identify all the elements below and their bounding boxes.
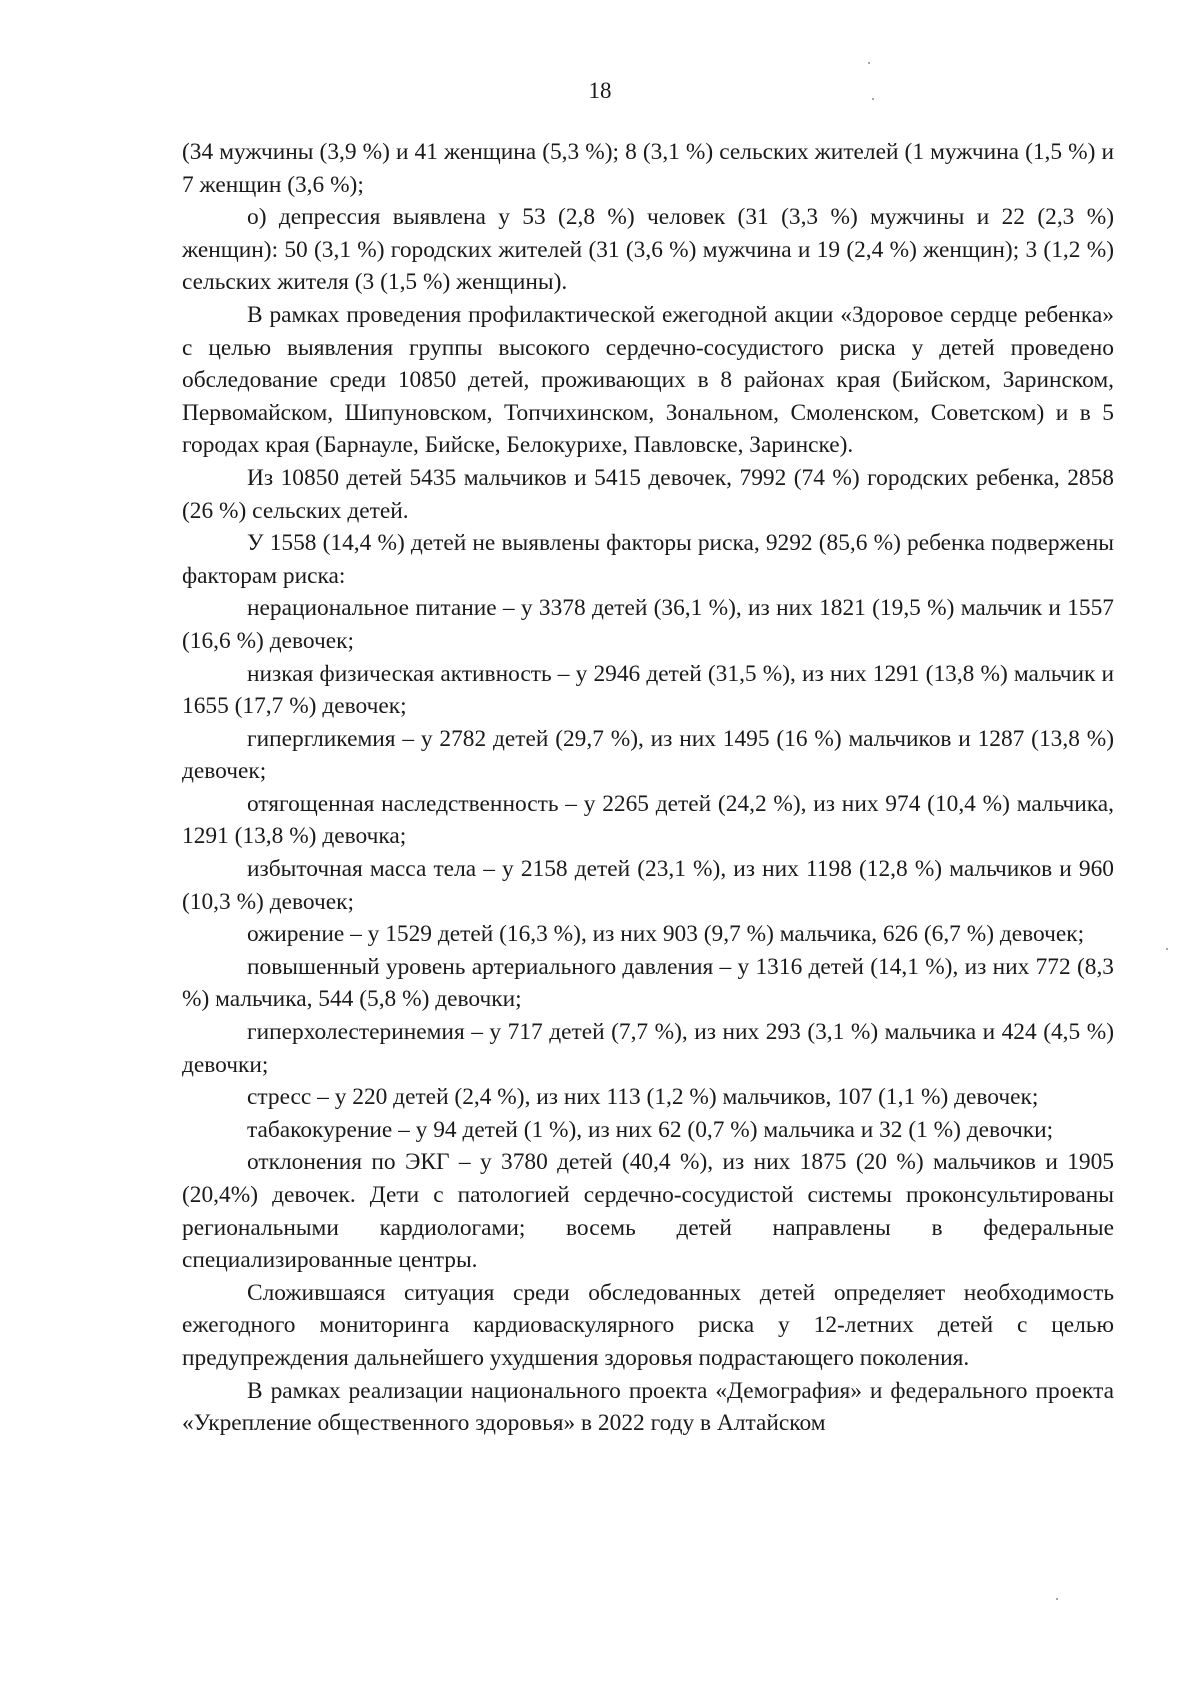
list-item: ожирение – у 1529 детей (16,3 %), из них 903 (9,7 %) мальчика, 626 (6,7 %) девочек;: [247, 921, 1085, 948]
list-item: повышенный уровень артериального давления – у 1316 детей (14,1 %), из них 772 (8,3 %) мальчика, 544 (5,8 %) девочки;: [182, 953, 1114, 1013]
list-item: отклонения по ЭКГ – у 3780 детей (40,4 %), из них 1875 (20 %) мальчиков и 1905 (20,4%) девочек. Дети с патологией сердечно-сосудистой системы проконсультированы региональными кардиологами; восемь детей направлены в федеральные специализированные центры.: [182, 1149, 1114, 1274]
paragraph: Из 10850 детей 5435 мальчиков и 5415 девочек, 7992 (74 %) городских ребенка, 2858 (26 %) сельских детей.: [182, 464, 1114, 524]
scan-speck: [1056, 1598, 1058, 1600]
list-item: табакокурение – у 94 детей (1 %), из них 62 (0,7 %) мальчика и 32 (1 %) девочки;: [247, 1116, 1054, 1143]
document-body: [182, 136, 1114, 1440]
list-item: гиперхолестеринемия – у 717 детей (7,7 %), из них 293 (3,1 %) мальчика и 424 (4,5 %) девочки;: [182, 1019, 1114, 1078]
paragraph: В рамках проведения профилактической ежегодной акции «Здоровое сердце ребенка» с целью выявления группы высокого сердечно-сосудистого риска у детей проведено обследование среди 10850 детей, проживающих в 8 районах края (Бийском, Заринском, Первомайском, Шипуновском, Топчихинском, Зональном, Смоленском, Советском) и в 5 городах края (Барнауле, Бийске, Белокурихе, Павловске, Заринске).: [182, 301, 1114, 459]
paragraph: Сложившаяся ситуация среди обследованных детей определяет необходимость ежегодного мониторинга кардиоваскулярного риска у 12-летних детей с целью предупреждения дальнейшего ухудшения здоровья подрастающего поколения.: [182, 1279, 1114, 1371]
paragraph: У 1558 (14,4 %) детей не выявлены факторы риска, 9292 (85,6 %) ребенка подвержены факторам риска:: [182, 530, 1114, 589]
paragraph: о) депрессия выявлена у 53 (2,8 %) человек (31 (3,3 %) мужчины и 22 (2,3 %) женщин): 50 (3,1 %) городских жителей (31 (3,6 %) мужчина и 19 (2,4 %) женщин); 3 (1,2 %) сельских жителя (3 (1,5 %) женщины).: [182, 204, 1114, 296]
list-item: низкая физическая активность – у 2946 детей (31,5 %), из них 1291 (13,8 %) мальчик и 1655 (17,7 %) девочек;: [182, 660, 1114, 720]
paragraph: В рамках реализации национального проекта «Демография» и федерального проекта «Укрепление общественного здоровья» в 2022 году в Алтайском: [182, 1377, 1114, 1437]
scan-speck: [872, 98, 874, 100]
scan-speck: [1166, 948, 1168, 950]
list-item: нерациональное питание – у 3378 детей (36,1 %), из них 1821 (19,5 %) мальчик и 1557 (16,6 %) девочек;: [182, 595, 1114, 654]
list-item: стресс – у 220 детей (2,4 %), из них 113 (1,2 %) мальчиков, 107 (1,1 %) девочек;: [247, 1084, 1039, 1111]
page-number: 18: [588, 78, 612, 103]
list-item: избыточная масса тела – у 2158 детей (23,1 %), из них 1198 (12,8 %) мальчиков и 960 (10,3 %) девочек;: [182, 856, 1114, 915]
list-item: гипергликемия – у 2782 детей (29,7 %), из них 1495 (16 %) мальчиков и 1287 (13,8 %) девочек;: [182, 725, 1114, 785]
scan-speck: [868, 62, 870, 64]
list-item: отягощенная наследственность – у 2265 детей (24,2 %), из них 974 (10,4 %) мальчика, 1291 (13,8 %) девочка;: [182, 790, 1114, 850]
paragraph: (34 мужчины (3,9 %) и 41 женщина (5,3 %); 8 (3,1 %) сельских жителей (1 мужчина (1,5 %) и 7 женщин (3,6 %);: [182, 139, 1114, 198]
